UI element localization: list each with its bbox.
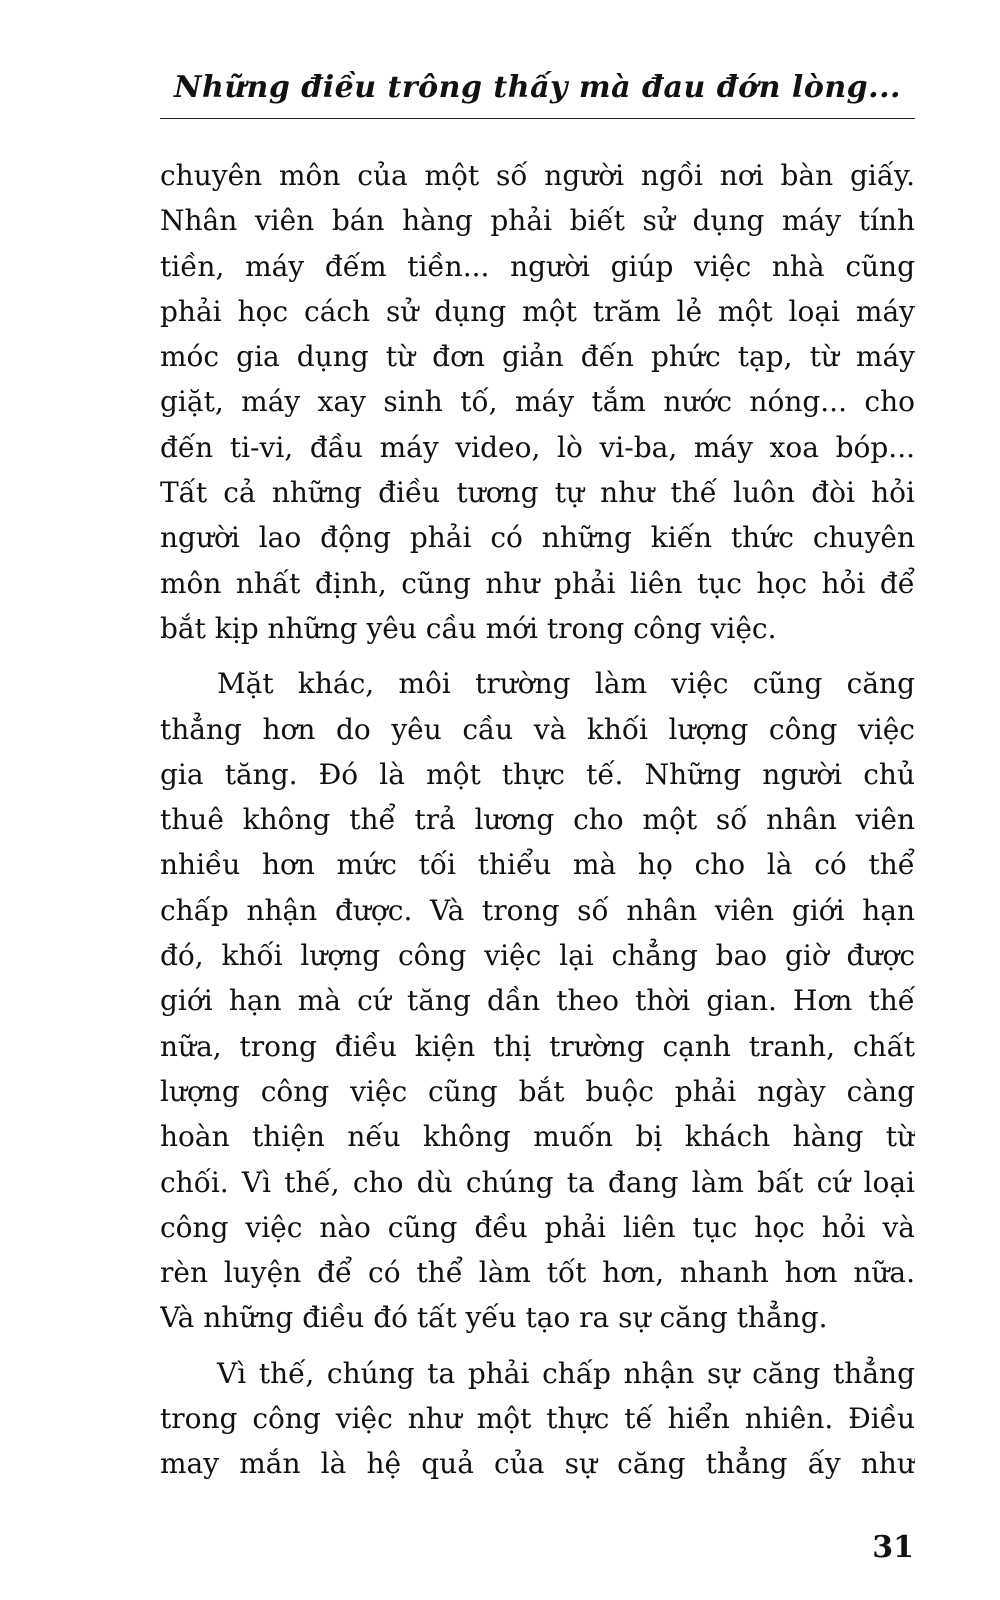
text-line: tiền, máy đếm tiền... người giúp việc nhà cũng — [160, 249, 915, 283]
text-line: may mắn là hệ quả của sự căng thẳng ấy như — [160, 1447, 915, 1481]
text-line: chuyên môn của một số người ngồi nơi bàn giấy. — [160, 159, 915, 192]
text-line: phải học cách sử dụng một trăm lẻ một loại máy — [160, 294, 915, 328]
paragraph-1 — [160, 153, 915, 651]
text-line: chối. Vì thế, cho dù chúng ta đang làm bất cứ loại — [160, 1165, 915, 1199]
text-line: gia tăng. Đó là một thực tế. Những người chủ — [160, 757, 915, 791]
text-line: giới hạn mà cứ tăng dần theo thời gian. Hơn thế — [160, 984, 915, 1018]
text-line: công việc nào cũng đều phải liên tục học hỏi và — [160, 1210, 915, 1244]
text-line: lượng công việc cũng bắt buộc phải ngày càng — [160, 1074, 915, 1108]
paragraph-2 — [160, 661, 915, 1340]
text-line: nhiều hơn mức tối thiểu mà họ cho là có thể — [160, 848, 915, 882]
body-text — [160, 153, 915, 1487]
text-line: giặt, máy xay sinh tố, máy tắm nước nóng... cho — [160, 385, 915, 419]
text-line: Và những điều đó tất yếu tạo ra sự căng thẳng. — [160, 1301, 828, 1335]
text-line: thẳng hơn do yêu cầu và khối lượng công việc — [160, 712, 915, 746]
text-line: đó, khối lượng công việc lại chẳng bao giờ được — [160, 939, 915, 973]
text-line: môn nhất định, cũng như phải liên tục học hỏi để — [160, 566, 915, 600]
paragraph-3 — [160, 1351, 915, 1487]
text-line: Nhân viên bán hàng phải biết sử dụng máy tính — [160, 204, 915, 238]
text-line: Mặt khác, môi trường làm việc cũng căng — [217, 667, 915, 701]
text-line: móc gia dụng từ đơn giản đến phức tạp, từ máy — [160, 340, 915, 374]
page-number: 31 — [872, 1530, 914, 1565]
text-line: thuê không thể trả lương cho một số nhân viên — [160, 803, 915, 837]
text-line: người lao động phải có những kiến thức chuyên — [160, 521, 915, 555]
header-divider — [160, 118, 915, 119]
text-line: bắt kịp những yêu cầu mới trong công việc. — [160, 611, 777, 645]
text-line: nữa, trong điều kiện thị trường cạnh tranh, chất — [160, 1029, 915, 1063]
text-line: đến ti-vi, đầu máy video, lò vi-ba, máy xoa bóp... — [160, 430, 915, 464]
text-line: hoàn thiện nếu không muốn bị khách hàng từ — [160, 1120, 915, 1154]
text-line: Tất cả những điều tương tự như thế luôn đòi hỏi — [160, 476, 915, 510]
running-header: Những điều trông thấy mà đau đớn lòng... — [174, 70, 901, 105]
text-line: Vì thế, chúng ta phải chấp nhận sự căng thẳng — [217, 1356, 915, 1390]
text-line: rèn luyện để có thể làm tốt hơn, nhanh hơn nữa. — [160, 1256, 915, 1290]
text-line: chấp nhận được. Và trong số nhân viên giới hạn — [160, 893, 915, 927]
text-line: trong công việc như một thực tế hiển nhiên. Điều — [160, 1402, 915, 1436]
